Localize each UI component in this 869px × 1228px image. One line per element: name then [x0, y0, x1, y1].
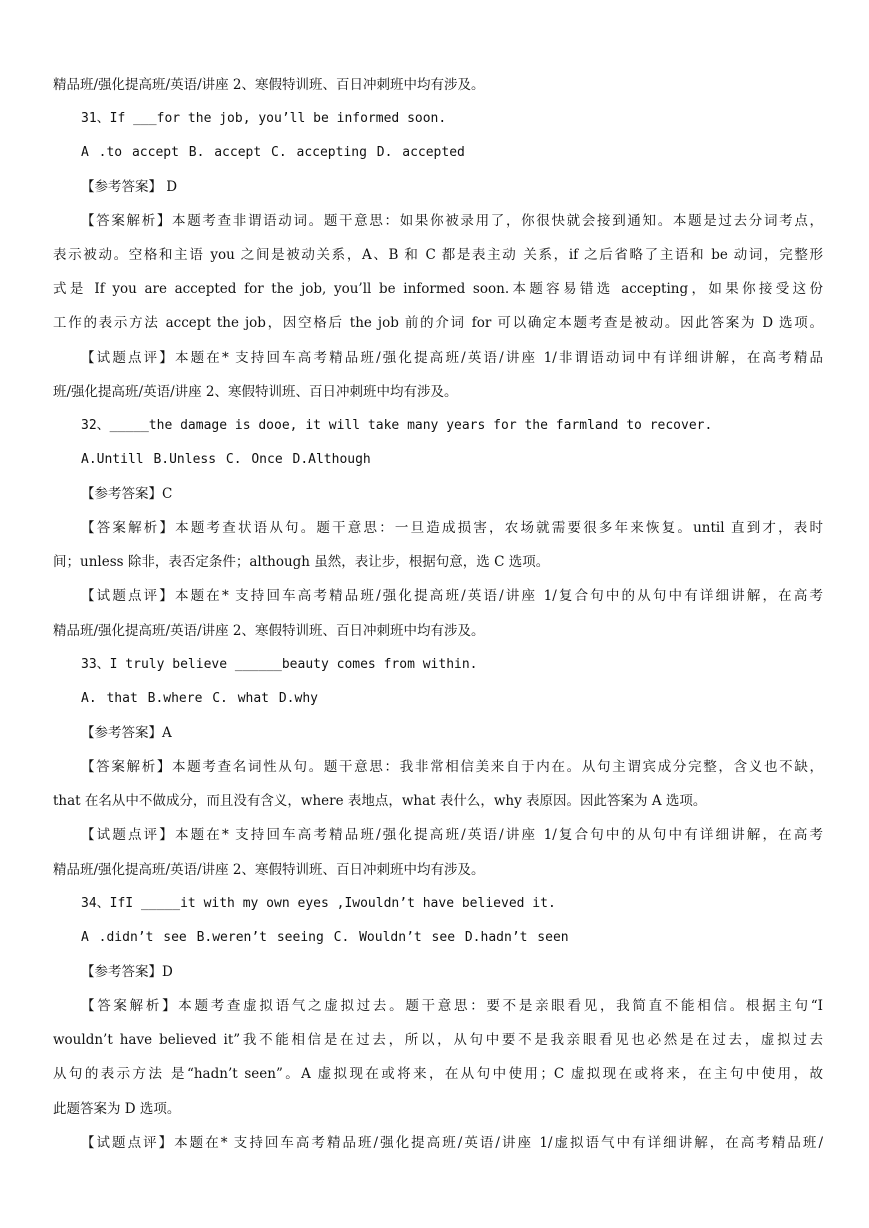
- question-34-options: A .didn’t see B.weren’t seeing C. Wouldn’t see D.hadn’t seen: [81, 930, 569, 945]
- explanation-line: 式是 If you are accepted for the job, you’ll be informed soon.本题容易错选 accepting，如果你接受这份: [53, 281, 823, 297]
- answer-32: 【参考答案】C: [81, 486, 173, 502]
- comment-line: 【试题点评】本题在* 支持回车高考精品班/强化提高班/英语/讲座 1/复合句中的从句中有详细讲解，在高考: [81, 588, 823, 604]
- question-31-options: A .to accept B. accept C. accepting D. accepted: [81, 145, 465, 160]
- comment-line: 【试题点评】本题在* 支持回车高考精品班/强化提高班/英语/讲座 1/非谓语动词中有详细讲解，在高考精品: [81, 350, 823, 366]
- explanation-line: 【答案解析】本题考查虚拟语气之虚拟过去。题干意思：要不是亲眼看见，我简直不能相信。根据主句“I: [81, 998, 823, 1014]
- comment-line: 精品班/强化提高班/英语/讲座 2、寒假特训班、百日冲刺班中均有涉及。: [53, 623, 485, 639]
- question-34: 34、IfI _____it with my own eyes ,Iwouldn’t have believed it.: [81, 896, 556, 911]
- explanation-line: 工作的表示方法 accept the job，因空格后 the job 前的介词 for 可以确定本题考查是被动。因此答案为 D 选项。: [53, 315, 823, 331]
- comment-line: 精品班/强化提高班/英语/讲座 2、寒假特训班、百日冲刺班中均有涉及。: [53, 862, 485, 878]
- explanation-line: wouldn’t have believed it”我不能相信是在过去，所以，从句中要不是我亲眼看见也必然是在过去，虚拟过去: [53, 1032, 823, 1048]
- explanation-line: 从句的表示方法 是“hadn’t seen”。A 虚拟现在或将来，在从句中使用；C 虚拟现在或将来，在主句中使用，故: [53, 1066, 823, 1082]
- answer-34: 【参考答案】D: [81, 964, 173, 980]
- text-line: 精品班/强化提高班/英语/讲座 2、寒假特训班、百日冲刺班中均有涉及。: [53, 77, 485, 93]
- answer-31: 【参考答案】 D: [81, 179, 178, 195]
- explanation-line: 此题答案为 D 选项。: [53, 1101, 181, 1117]
- question-32-options: A.Untill B.Unless C. Once D.Although: [81, 452, 371, 467]
- explanation-line: 【答案解析】本题考查名词性从句。题干意思：我非常相信美来自于内在。从句主谓宾成分完整，含义也不缺，: [81, 759, 823, 775]
- comment-line: 班/强化提高班/英语/讲座 2、寒假特训班、百日冲刺班中均有涉及。: [53, 384, 458, 400]
- question-33: 33、I truly believe ______beauty comes from within.: [81, 657, 478, 672]
- question-33-options: A. that B.where C. what D.why: [81, 691, 318, 706]
- explanation-line: 表示被动。空格和主语 you 之间是被动关系，A、B 和 C 都是表主动 关系，if 之后省略了主语和 be 动词，完整形: [53, 247, 823, 263]
- explanation-line: 间；unless 除非，表否定条件；although 虽然，表让步，根据句意，选 C 选项。: [53, 554, 550, 570]
- question-32: 32、_____the damage is dooe, it will take many years for the farmland to recover.: [81, 418, 713, 433]
- explanation-line: 【答案解析】本题考查非谓语动词。题干意思：如果你被录用了，你很快就会接到通知。本题是过去分词考点，: [81, 213, 823, 229]
- comment-line: 【试题点评】本题在* 支持回车高考精品班/强化提高班/英语/讲座 1/复合句中的从句中有详细讲解，在高考: [81, 827, 823, 843]
- answer-33: 【参考答案】A: [81, 725, 172, 741]
- comment-line: 【试题点评】本题在* 支持回车高考精品班/强化提高班/英语/讲座 1/虚拟语气中有详细讲解，在高考精品班/: [81, 1135, 823, 1151]
- explanation-line: that 在名从中不做成分，而且没有含义，where 表地点，what 表什么，why 表原因。因此答案为 A 选项。: [53, 793, 707, 809]
- question-31: 31、If ___for the job, you’ll be informed soon.: [81, 111, 447, 126]
- explanation-line: 【答案解析】本题考查状语从句。题干意思：一旦造成损害，农场就需要很多年来恢复。until 直到才，表时: [81, 520, 823, 536]
